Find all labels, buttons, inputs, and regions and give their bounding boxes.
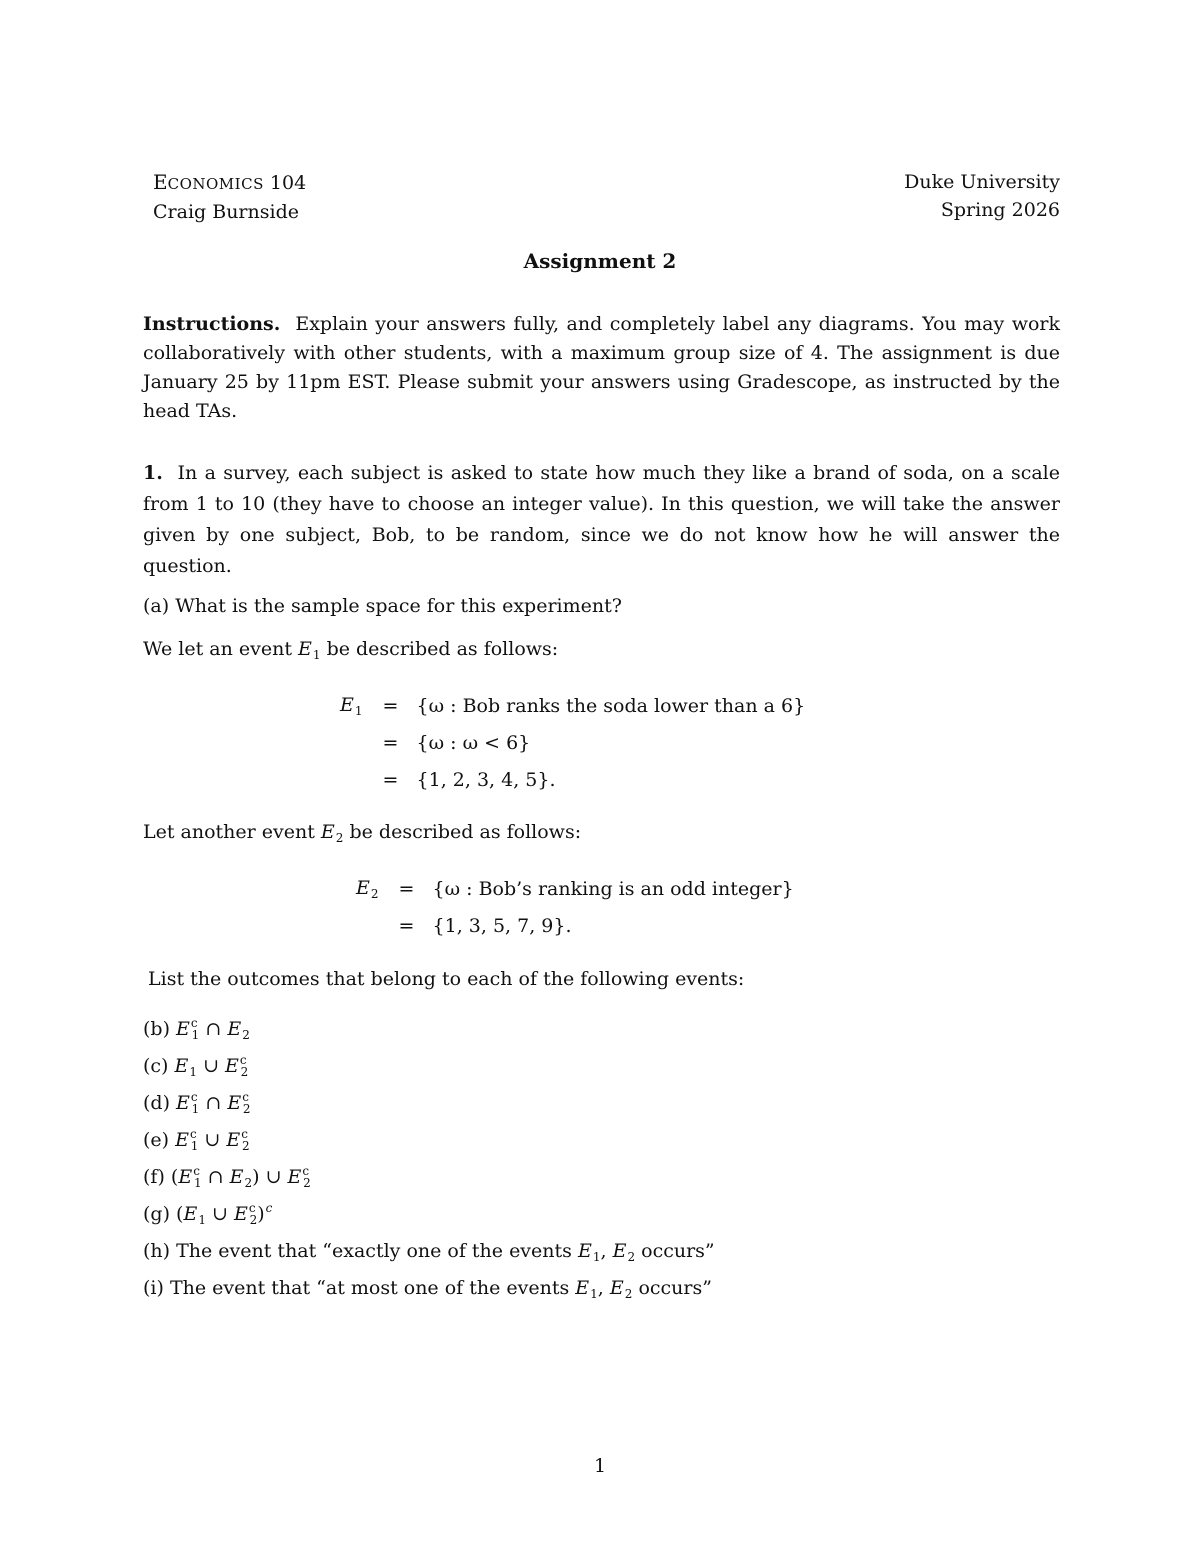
header-right <box>904 168 1060 224</box>
question-number: 1. <box>143 462 163 484</box>
part-e: (e) $E^c_1$ ∪ $E^c_2$ <box>143 1127 250 1153</box>
e1-row-1: $E_1$ = {ω : Bob ranks the soda lower than a 6} <box>340 693 806 718</box>
instructor-name: Craig Burnside <box>153 201 299 223</box>
university-name: Duke University <box>904 171 1060 193</box>
instructions-paragraph <box>143 310 1060 426</box>
part-f: (f) ($E^c_1$ ∩ $E_2$) ∪ $E^c_2$ <box>143 1164 311 1190</box>
instructions-text: Explain your answers fully, and completely label any diagrams. You may work collaboratively with other students, with a maximum group size of 4. The assignment is due January 25 by 11pm EST. Please submit your answers using Gradescope, as instructed by the head TAs. <box>143 313 1060 422</box>
instructions-label: Instructions. <box>143 313 281 335</box>
page-number: 1 <box>593 1455 607 1477</box>
e2-intro: Let another event $E_2$ be described as follows: <box>143 821 582 845</box>
part-h: (h) The event that “exactly one of the events $E_1$, $E_2$ occurs” <box>143 1240 715 1264</box>
e2-definition <box>356 870 794 944</box>
e2-row-2: = {1, 3, 5, 7, 9}. <box>398 914 572 937</box>
part-i: (i) The event that “at most one of the events $E_1$, $E_2$ occurs” <box>143 1277 712 1301</box>
header-left <box>153 168 306 226</box>
e1-row-3: = {1, 2, 3, 4, 5}. <box>382 768 556 791</box>
page-title: Assignment 2 <box>523 249 677 273</box>
e2-row-1: $E_2$ = {ω : Bob’s ranking is an odd integer} <box>356 876 794 901</box>
course-name: ECONOMICS 104 <box>153 170 307 194</box>
term: Spring 2026 <box>940 199 1060 221</box>
question-1-paragraph <box>143 458 1060 582</box>
list-intro: List the outcomes that belong to each of the following events: <box>148 968 745 990</box>
part-g: (g) ($E_1$ ∪ $E^c_2)^c$ <box>143 1201 273 1227</box>
e1-definition <box>340 687 805 798</box>
question-text: In a survey, each subject is asked to state how much they like a brand of soda, on a scale from 1 to 10 (they have to choose an integer value). In this question, we will take the answer given by one subject, Bob, to be random, since we do not know how he will answer the question. <box>143 462 1060 577</box>
part-a: (a) What is the sample space for this experiment? <box>143 595 622 617</box>
part-b: (b) $E^c_1$ ∩ $E_2$ <box>143 1016 250 1042</box>
e1-intro: We let an event $E_1$ be described as follows: <box>143 638 559 662</box>
e1-row-2: = {ω : ω < 6} <box>382 731 531 754</box>
part-c: (c) $E_1$ ∪ $E^c_2$ <box>143 1053 249 1079</box>
part-d: (d) $E^c_1$ ∩ $E^c_2$ <box>143 1090 251 1116</box>
